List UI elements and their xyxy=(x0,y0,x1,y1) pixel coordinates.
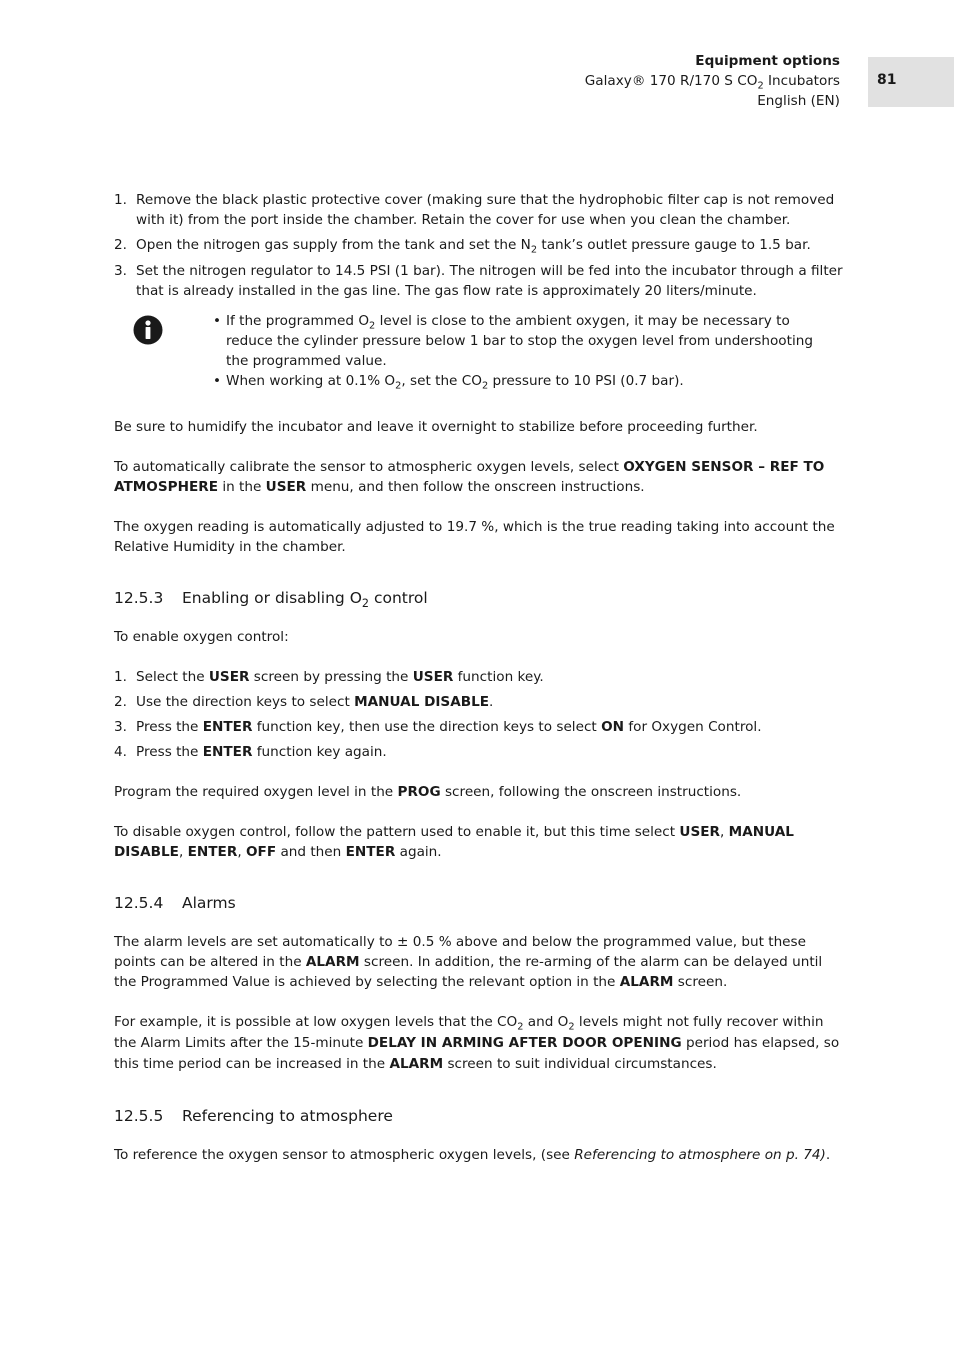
header-product: Galaxy® 170 R/170 S $CO_2$ Incubators xyxy=(584,73,840,92)
paragraph-reference: To reference the oxygen sensor to atmospheric oxygen levels, (see Referencing to atmosphere on p. 74). xyxy=(114,1147,831,1163)
enable-steps-list xyxy=(114,667,844,762)
header-section-title: Equipment options xyxy=(695,53,840,69)
list-item: 2. Use the direction keys to select MANUAL DISABLE. xyxy=(114,694,494,710)
list-item: 4. Press the ENTER function key again. xyxy=(114,744,387,760)
paragraph-enable-intro: To enable oxygen control: xyxy=(114,629,289,645)
list-item: 2. Open the nitrogen gas supply from the tank and set the $N_2$ tank’s outlet pressure gauge to 1.5 bar. xyxy=(114,237,811,256)
page-number: 81 xyxy=(877,72,897,88)
paragraph-prog: Program the required oxygen level in the PROG screen, following the onscreen instructions. xyxy=(114,784,742,800)
paragraph-oxygen-reading: The oxygen reading is automatically adjusted to 19.7 %, which is the true reading taking into account the Relative Humidity in the chamber. xyxy=(114,519,835,555)
section-heading-12-5-5: 12.5.5 Referencing to atmosphere xyxy=(114,1107,393,1125)
header-language: English (EN) xyxy=(757,93,840,109)
list-item: 3. Press the ENTER function key, then use the direction keys to select ON for Oxygen Control. xyxy=(114,719,762,735)
nitrogen-steps-list xyxy=(114,190,844,301)
list-item: • When working at 0.1% $O_2$, set the $CO_2$ pressure to 10 PSI (0.7 bar). xyxy=(213,371,838,391)
page-number-box xyxy=(868,57,954,107)
running-header xyxy=(585,51,840,111)
list-item: 3. Set the nitrogen regulator to 14.5 PSI (1 bar). The nitrogen will be fed into the incubator through a filter that is already installed in the gas line. The gas flow rate is approximately 20 liters/minute. xyxy=(114,263,843,299)
cross-reference-link[interactable]: Referencing to atmosphere on p. 74) xyxy=(574,1147,826,1163)
list-item: 1. Select the USER screen by pressing the USER function key. xyxy=(114,669,544,685)
paragraph-calibrate: To automatically calibrate the sensor to atmospheric oxygen levels, select OXYGEN SENSOR – REF TO ATMOSPHERE in the USER menu, and then follow the onscreen instructions. xyxy=(114,459,825,495)
paragraph-alarm-example: For example, it is possible at low oxygen levels that the $CO_2$ and $O_2$ levels might not fully recover within the Alarm Limits after the 15-minute DELAY IN ARMING AFTER DOOR OPENING period has elapsed, so this time period can be increased in the ALARM screen to suit individual circumstances. xyxy=(114,1014,840,1072)
section-heading-12-5-3: 12.5.3 Enabling or disabling $O_2$ control xyxy=(114,589,428,610)
list-item: • If the programmed $O_2$ level is close to the ambient oxygen, it may be necessary to reduce the cylinder pressure below 1 bar to stop the oxygen level from undershooting the programmed value. xyxy=(213,311,838,371)
paragraph-disable: To disable oxygen control, follow the pattern used to enable it, but this time select USER, MANUAL DISABLE, ENTER, OFF and then ENTER again. xyxy=(114,824,794,860)
paragraph-humidify: Be sure to humidify the incubator and leave it overnight to stabilize before proceeding further. xyxy=(114,419,758,435)
section-heading-12-5-4: 12.5.4 Alarms xyxy=(114,894,236,912)
list-item: 1. Remove the black plastic protective cover (making sure that the hydrophobic filter cap is not removed with it) from the port inside the chamber. Retain the cover for use when you clean the chamber. xyxy=(114,192,835,228)
info-note-list xyxy=(213,311,838,391)
info-icon xyxy=(133,315,163,345)
paragraph-alarm-levels: The alarm levels are set automatically to ± 0.5 % above and below the programmed value, but these points can be altered in the ALARM screen. In addition, the re-arming of the alarm can be delayed until the Programmed Value is achieved by selecting the relevant option in the ALARM screen. xyxy=(114,934,823,990)
